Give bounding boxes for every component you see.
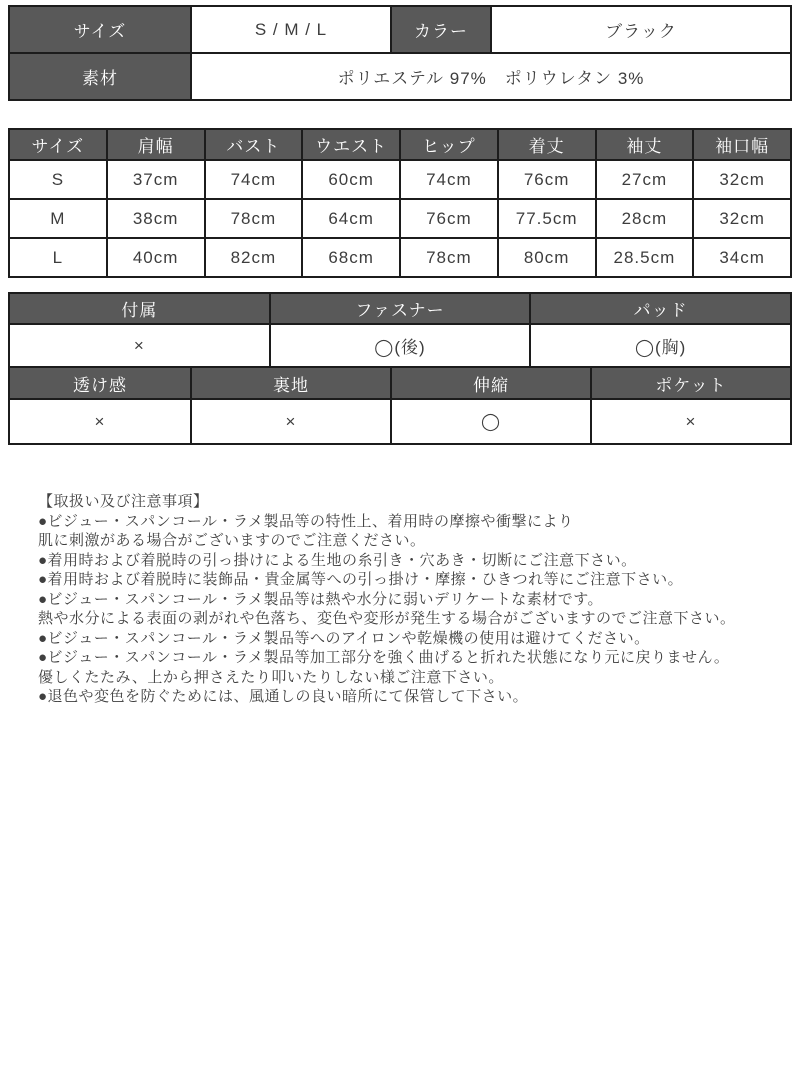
care-note-line: ●着用時および着脱時の引っ掛けによる生地の糸引き・穴あき・切断にご注意下さい。 <box>38 551 637 569</box>
feature-header: パッド <box>530 293 791 324</box>
size-cell: 32cm <box>693 199 791 238</box>
size-chart-header: バスト <box>205 129 303 160</box>
care-note-line: ●ビジュー・スパンコール・ラメ製品等へのアイロンや乾燥機の使用は避けてください。 <box>38 629 650 647</box>
size-cell: 76cm <box>498 160 596 199</box>
feature-value: × <box>191 399 391 444</box>
size-cell: 38cm <box>107 199 205 238</box>
feature-header: ファスナー <box>270 293 531 324</box>
feature-value: ◯(胸) <box>530 324 791 367</box>
size-chart-table <box>8 128 792 278</box>
care-note-line: 肌に刺激がある場合がございますのでご注意ください。 <box>38 532 426 549</box>
spec-material-label: 素材 <box>9 53 191 100</box>
size-chart-header: サイズ <box>9 129 107 160</box>
size-cell: 74cm <box>400 160 498 199</box>
size-cell: 78cm <box>400 238 498 277</box>
care-note-line: 熱や水分による表面の剥がれや色落ち、変色や変形が発生する場合がございますのでご注意下さい。 <box>38 610 736 627</box>
spec-size-value: S / M / L <box>191 6 391 53</box>
care-notes-title: 【取扱い及び注意事項】 <box>38 493 209 510</box>
size-chart-header: 袖丈 <box>596 129 694 160</box>
size-cell: L <box>9 238 107 277</box>
care-notes <box>8 492 792 707</box>
feature-value: × <box>9 324 270 367</box>
size-cell: 28cm <box>596 199 694 238</box>
spec-color-label: カラー <box>391 6 491 53</box>
size-row-l <box>9 238 791 277</box>
feature-header: ポケット <box>591 367 791 399</box>
spec-table <box>8 5 792 101</box>
care-note-line: ●退色や変色を防ぐためには、風通しの良い暗所にて保管して下さい。 <box>38 688 529 705</box>
size-cell: 37cm <box>107 160 205 199</box>
size-chart-header: ウエスト <box>302 129 400 160</box>
feature-header: 裏地 <box>191 367 391 399</box>
size-cell: 32cm <box>693 160 791 199</box>
size-chart-header: 着丈 <box>498 129 596 160</box>
features-table-1 <box>8 292 792 368</box>
size-cell: 68cm <box>302 238 400 277</box>
size-cell: 40cm <box>107 238 205 277</box>
features-table-2 <box>8 366 792 445</box>
size-cell: S <box>9 160 107 199</box>
size-chart-header: 袖口幅 <box>693 129 791 160</box>
size-chart-header: 肩幅 <box>107 129 205 160</box>
feature-header: 付属 <box>9 293 270 324</box>
feature-value: ◯(後) <box>270 324 531 367</box>
feature-value: ◯ <box>391 399 591 444</box>
spec-size-label: サイズ <box>9 6 191 53</box>
care-note-line: ●着用時および着脱時に装飾品・貴金属等への引っ掛け・摩擦・ひきつれ等にご注意下さい。 <box>38 571 684 588</box>
feature-value: × <box>9 399 191 444</box>
size-cell: 80cm <box>498 238 596 277</box>
feature-header: 伸縮 <box>391 367 591 399</box>
spec-color-value: ブラック <box>491 6 791 53</box>
care-note-line: 優しくたたみ、上から押さえたり叩いたりしない様ご注意下さい。 <box>38 668 504 686</box>
size-cell: M <box>9 199 107 238</box>
care-note-line: ●ビジュー・スパンコール・ラメ製品等は熱や水分に弱いデリケートな素材です。 <box>38 590 604 608</box>
size-cell: 76cm <box>400 199 498 238</box>
size-row-s <box>9 160 791 199</box>
care-note-line: ●ビジュー・スパンコール・ラメ製品等の特性上、着用時の摩擦や衝撃により <box>38 512 574 530</box>
size-row-m <box>9 199 791 238</box>
size-cell: 27cm <box>596 160 694 199</box>
size-cell: 64cm <box>302 199 400 238</box>
size-cell: 77.5cm <box>498 199 596 238</box>
size-cell: 28.5cm <box>596 238 694 277</box>
size-cell: 34cm <box>693 238 791 277</box>
feature-header: 透け感 <box>9 367 191 399</box>
size-cell: 78cm <box>205 199 303 238</box>
size-cell: 82cm <box>205 238 303 277</box>
size-cell: 74cm <box>205 160 303 199</box>
size-cell: 60cm <box>302 160 400 199</box>
spec-material-value: ポリエステル 97% ポリウレタン 3% <box>191 53 791 100</box>
size-chart-header: ヒップ <box>400 129 498 160</box>
care-note-line: ●ビジュー・スパンコール・ラメ製品等加工部分を強く曲げると折れた状態になり元に戻りません。 <box>38 649 730 666</box>
feature-value: × <box>591 399 791 444</box>
